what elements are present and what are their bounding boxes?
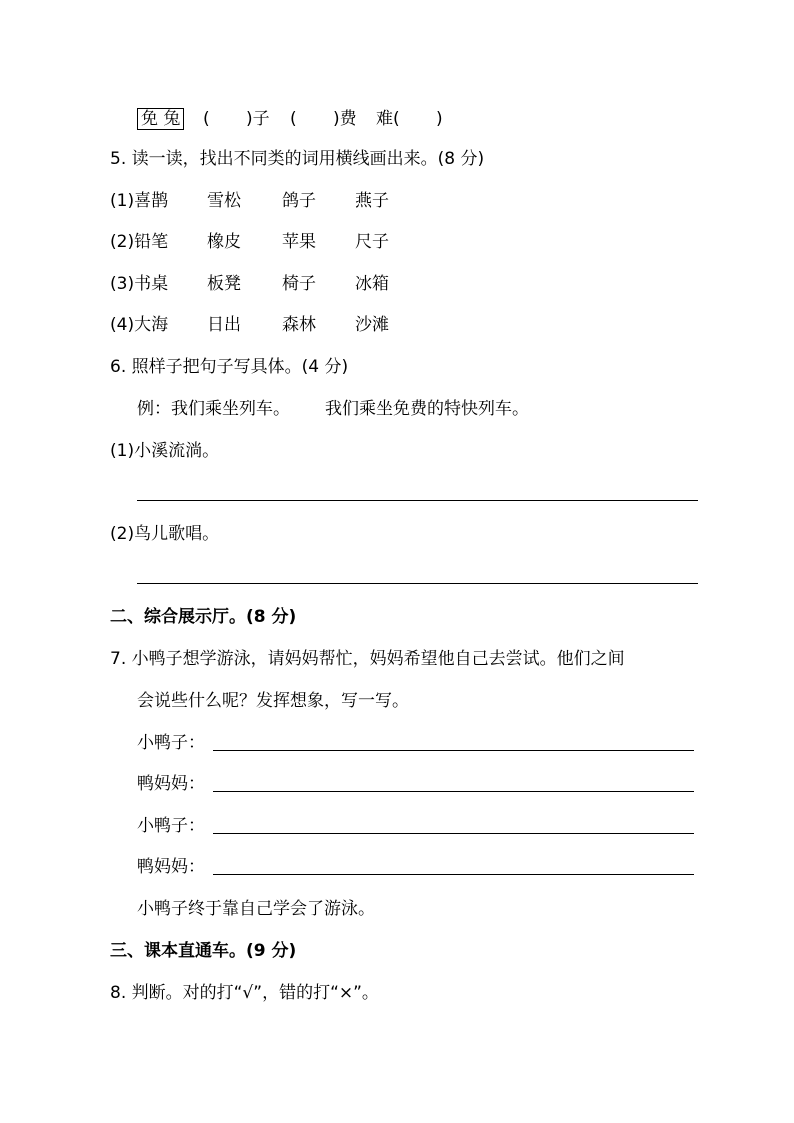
q6-example-prefix: 例：我们乘坐列车。 xyxy=(137,399,290,419)
q5-word: 雪松 xyxy=(207,191,241,211)
q5-word: (3)书桌 xyxy=(110,274,169,294)
q8-title: 8. 判断。对的打“√”，错的打“×”。 xyxy=(110,983,379,1003)
q5-word: 苹果 xyxy=(282,232,316,252)
q5-word: (1)喜鹊 xyxy=(110,191,169,211)
blank-close-2: )费 xyxy=(333,109,357,129)
q5-word: 森林 xyxy=(282,315,316,335)
q7-line-2: 会说些什么呢？发挥想象，写一写。 xyxy=(137,691,409,711)
answer-line-1[interactable] xyxy=(137,500,698,501)
q5-word: 尺子 xyxy=(355,232,389,252)
q5-word: 橡皮 xyxy=(207,232,241,252)
q5-word: (2)铅笔 xyxy=(110,232,169,252)
q7-line-1: 7. 小鸭子想学游泳，请妈妈帮忙，妈妈希望他自己去尝试。他们之间 xyxy=(110,649,625,669)
dialog-speaker: 鸭妈妈： xyxy=(137,857,205,877)
blank-open-1: ( xyxy=(203,109,210,129)
dialog-speaker: 鸭妈妈： xyxy=(137,774,205,794)
dialog-answer-line[interactable] xyxy=(213,750,694,751)
blank-close-1: )子 xyxy=(246,109,270,129)
q4-row xyxy=(137,107,184,131)
q5-word: (4)大海 xyxy=(110,315,169,335)
q6-title: 6. 照样子把句子写具体。(4 分) xyxy=(110,357,349,377)
dialog-answer-line[interactable] xyxy=(213,791,694,792)
q6-example-result: 我们乘坐免费的特快列车。 xyxy=(325,399,529,419)
dialog-ending: 小鸭子终于靠自己学会了游泳。 xyxy=(137,899,375,919)
section-3-title: 三、课本直通车。(9 分) xyxy=(110,941,297,961)
q6-item-1: (1)小溪流淌。 xyxy=(110,441,220,461)
boxed-characters: 免 兔 xyxy=(137,108,184,130)
q5-word: 沙滩 xyxy=(355,315,389,335)
answer-line-2[interactable] xyxy=(137,583,698,584)
dialog-answer-line[interactable] xyxy=(213,874,694,875)
q5-title: 5. 读一读，找出不同类的词用横线画出来。(8 分) xyxy=(110,149,485,169)
q5-word: 日出 xyxy=(207,315,241,335)
dialog-speaker: 小鸭子： xyxy=(137,816,205,836)
q5-word: 板凳 xyxy=(207,274,241,294)
section-2-title: 二、综合展示厅。(8 分) xyxy=(110,607,297,627)
q6-item-2: (2)鸟儿歌唱。 xyxy=(110,524,220,544)
q5-word: 椅子 xyxy=(282,274,316,294)
q5-word: 鸽子 xyxy=(282,191,316,211)
blank-open-2: ( xyxy=(290,109,297,129)
q5-word: 冰箱 xyxy=(355,274,389,294)
q5-word: 燕子 xyxy=(355,191,389,211)
dialog-speaker: 小鸭子： xyxy=(137,733,205,753)
blank-open-3: 难( xyxy=(376,109,400,129)
dialog-answer-line[interactable] xyxy=(213,833,694,834)
blank-close-3: ) xyxy=(436,109,443,129)
